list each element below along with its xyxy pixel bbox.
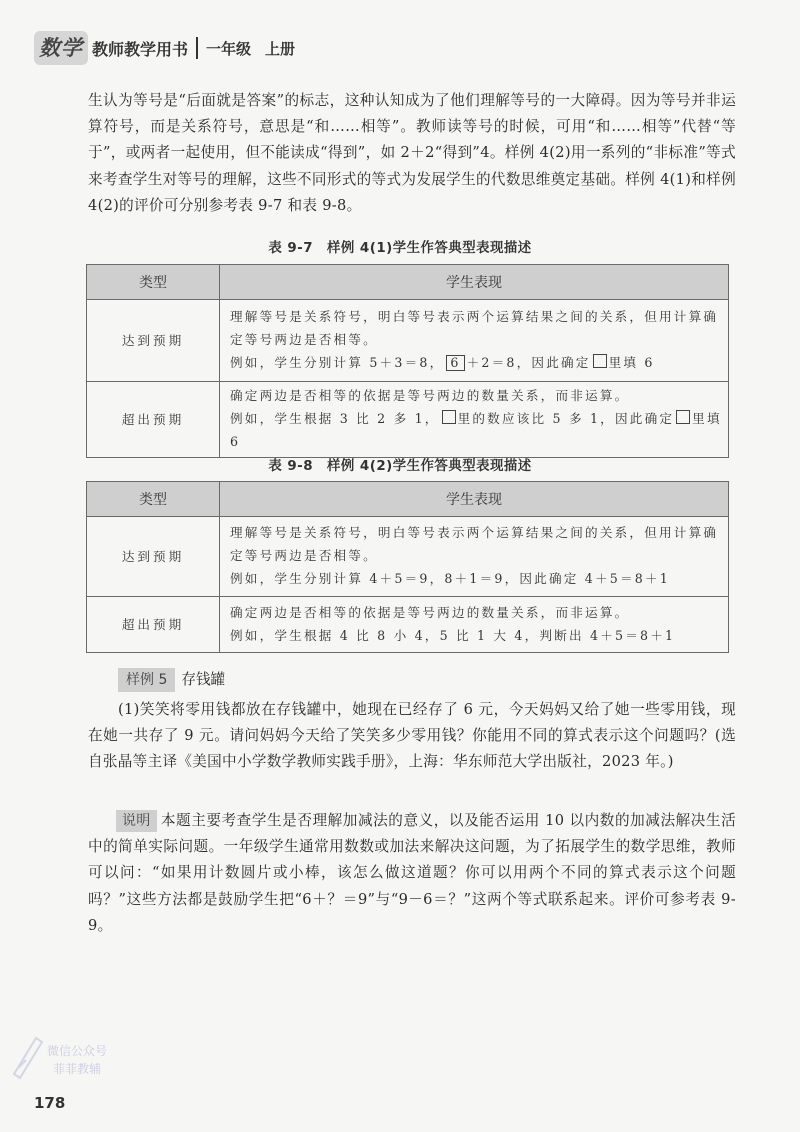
performance-example: 例如，学生分别计算 4＋5＝9，8＋1＝9，因此确定 4＋5＝8＋1 xyxy=(230,571,670,586)
table-row xyxy=(87,597,729,653)
column-header-type: 类型 xyxy=(87,265,220,300)
row-type-label: 超出预期 xyxy=(87,382,220,458)
row-type-label: 超出预期 xyxy=(87,597,220,653)
grade-label: 一年级 xyxy=(206,39,252,58)
performance-line: 理解等号是关系符号，明白等号表示两个运算结果之间的关系，但用计算确定等号两边是否相等。 xyxy=(230,309,719,347)
running-header xyxy=(34,30,295,66)
sample-tag: 样例 5 xyxy=(118,668,175,692)
example-text: 例如，学生根据 3 比 2 多 1， xyxy=(230,411,440,426)
row-type-label: 达到预期 xyxy=(87,300,220,382)
row-performance xyxy=(220,517,729,597)
intro-paragraph: 生认为等号是“后面就是答案”的标志，这种认知成为了他们理解等号的一大障碍。因为等号并非运算符号，而是关系符号，意思是“和……相等”。教师读等号的时候，可用“和……相等”代替“等于”，或两者一起使用，但不能读成“得到”，如 2＋2“得到”4。样例 4(2)用一系列的“非标准”等式来考查学生对等号的理解，这些不同形式的等式为发展学生的代数思维奠定基础。样例 4(1)和样例 4(2)的评价可分别参考表 9-7 和表 9-8。 xyxy=(88,92,736,214)
table-9-7 xyxy=(86,264,729,458)
watermark-line: 微信公众号 xyxy=(46,1044,107,1058)
performance-example xyxy=(230,407,722,453)
header-divider xyxy=(196,37,198,59)
row-type-label: 达到预期 xyxy=(87,517,220,597)
row-performance xyxy=(220,382,729,458)
performance-line: 理解等号是关系符号，明白等号表示两个运算结果之间的关系，但用计算确定等号两边是否相等。 xyxy=(230,525,719,563)
row-performance xyxy=(220,300,729,382)
note-paragraph xyxy=(88,808,736,939)
sample-5-problem xyxy=(88,697,736,776)
volume-label: 上册 xyxy=(265,39,296,58)
column-header-type: 类型 xyxy=(87,482,220,517)
example-text: 例如，学生分别计算 5＋3＝8， xyxy=(230,355,445,370)
example-text: 里的数应该比 5 多 1，因此确定 xyxy=(457,411,675,426)
column-header-performance: 学生表现 xyxy=(220,482,729,517)
table-header-row xyxy=(87,482,729,517)
blank-box-icon xyxy=(676,410,690,424)
watermark xyxy=(32,1042,122,1078)
table-9-8 xyxy=(86,481,729,653)
note-text: 本题主要考查学生是否理解加减法的意义，以及能否运用 10 以内数的加减法解决生活中的简单实际问题。一年级学生通常用数数或加法来解决这问题，为了拓展学生的数学思维，教师可以问：“如果用计数圆片或小棒，该怎么做这道题？你可以用两个不同的算式表示这个问题吗？”这些方法都是鼓励学生把“6＋？＝9”与“9－6＝？”这两个等式联系起来。评价可参考表 9-9。 xyxy=(88,812,736,934)
page-number: 178 xyxy=(34,1094,66,1112)
performance-line: 确定两边是否相等的依据是等号两边的数量关系，而非运算。 xyxy=(230,388,630,403)
sample-title: 存钱罐 xyxy=(181,671,226,688)
table-header-row xyxy=(87,265,729,300)
watermark-line: 菲菲教辅 xyxy=(52,1062,101,1076)
blank-box-icon xyxy=(442,410,456,424)
example-text: 里填 6 xyxy=(608,355,655,370)
table-row xyxy=(87,517,729,597)
performance-example xyxy=(230,351,722,374)
table-9-8-caption: 表 9-8 样例 4(2)学生作答典型表现描述 xyxy=(268,459,532,474)
example-text: 里填 6 xyxy=(230,411,722,449)
performance-line: 确定两边是否相等的依据是等号两边的数量关系，而非运算。 xyxy=(230,604,630,620)
table-9-7-caption: 表 9-7 样例 4(1)学生作答典型表现描述 xyxy=(268,241,532,256)
book-title: 教师教学用书 xyxy=(92,39,189,59)
boxed-number: 6 xyxy=(446,355,464,371)
performance-example: 例如，学生根据 4 比 8 小 4，5 比 1 大 4，判断出 4＋5＝8＋1 xyxy=(230,627,676,643)
problem-text: (1)笑笑将零用钱都放在存钱罐中，她现在已经存了 6 元，今天妈妈又给了她一些零用钱，现在她一共存了 9 元。请问妈妈今天给了笑笑多少零用钱？你能用不同的算式表示这个问题吗？(选自张晶等主译《美国中小学数学教师实践手册》，上海：华东师范大学出版社，2023 年。) xyxy=(88,701,736,771)
table-row xyxy=(87,300,729,382)
book-logo: 数学 xyxy=(34,31,88,65)
blank-box-icon xyxy=(593,354,607,368)
example-text: ＋2＝8，因此确定 xyxy=(466,355,591,370)
sample-5-heading xyxy=(118,668,225,692)
column-header-performance: 学生表现 xyxy=(220,265,729,300)
table-row xyxy=(87,382,729,458)
row-performance xyxy=(220,597,729,653)
note-tag: 说明 xyxy=(116,810,157,832)
